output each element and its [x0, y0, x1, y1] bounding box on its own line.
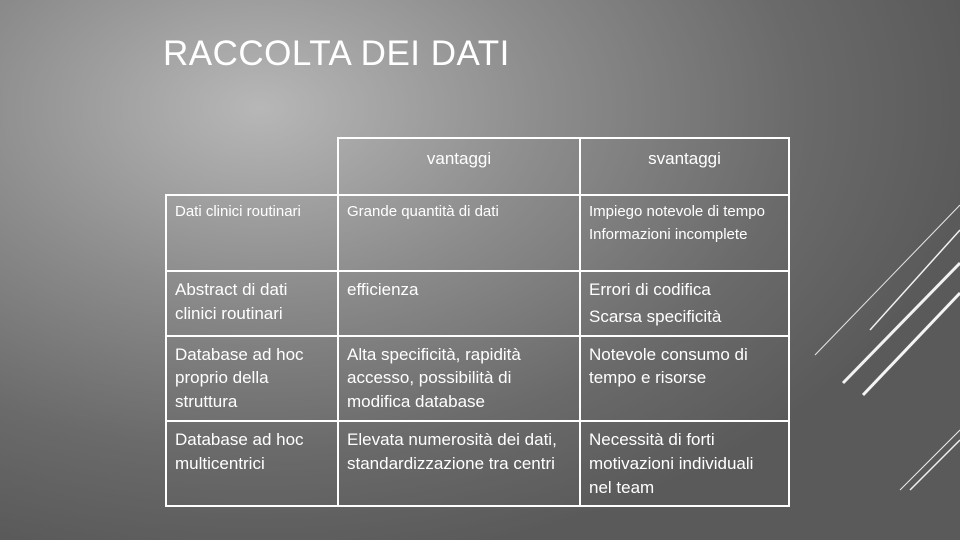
row-disadvantage [580, 195, 789, 271]
table-header-row [166, 138, 789, 195]
table-row [166, 195, 789, 271]
row-disadvantage [580, 421, 789, 506]
row-advantage: Elevata numerosità dei dati, standardizzazione tra centri [338, 421, 580, 506]
disadvantage-line: Informazioni incomplete [589, 225, 748, 243]
row-advantage: Alta specificità, rapidità accesso, possibilità di modifica database [338, 336, 580, 421]
row-disadvantage [580, 271, 789, 336]
row-label: Database ad hoc multicentrici [166, 421, 338, 506]
row-advantage: efficienza [338, 271, 580, 336]
disadvantage-line: Notevole consumo di tempo e risorse [589, 344, 748, 388]
page-title: RACCOLTA DEI DATI [163, 34, 510, 73]
table-corner-cell [166, 138, 338, 195]
header-svantaggi: svantaggi [580, 138, 789, 195]
disadvantage-line: Errori di codifica [589, 280, 711, 299]
row-label: Dati clinici routinari [166, 195, 338, 271]
row-advantage: Grande quantità di dati [338, 195, 580, 271]
row-label: Abstract di dati clinici routinari [166, 271, 338, 336]
comparison-table [165, 137, 790, 507]
table-row [166, 271, 789, 336]
table-row [166, 421, 789, 506]
table-row [166, 336, 789, 421]
disadvantage-line: Scarsa specificità [589, 306, 722, 326]
header-vantaggi: vantaggi [338, 138, 580, 195]
disadvantage-line: Necessità di forti motivazioni individuali nel team [589, 429, 754, 497]
row-label: Database ad hoc proprio della struttura [166, 336, 338, 421]
row-disadvantage [580, 336, 789, 421]
disadvantage-line: Impiego notevole di tempo [589, 203, 765, 220]
